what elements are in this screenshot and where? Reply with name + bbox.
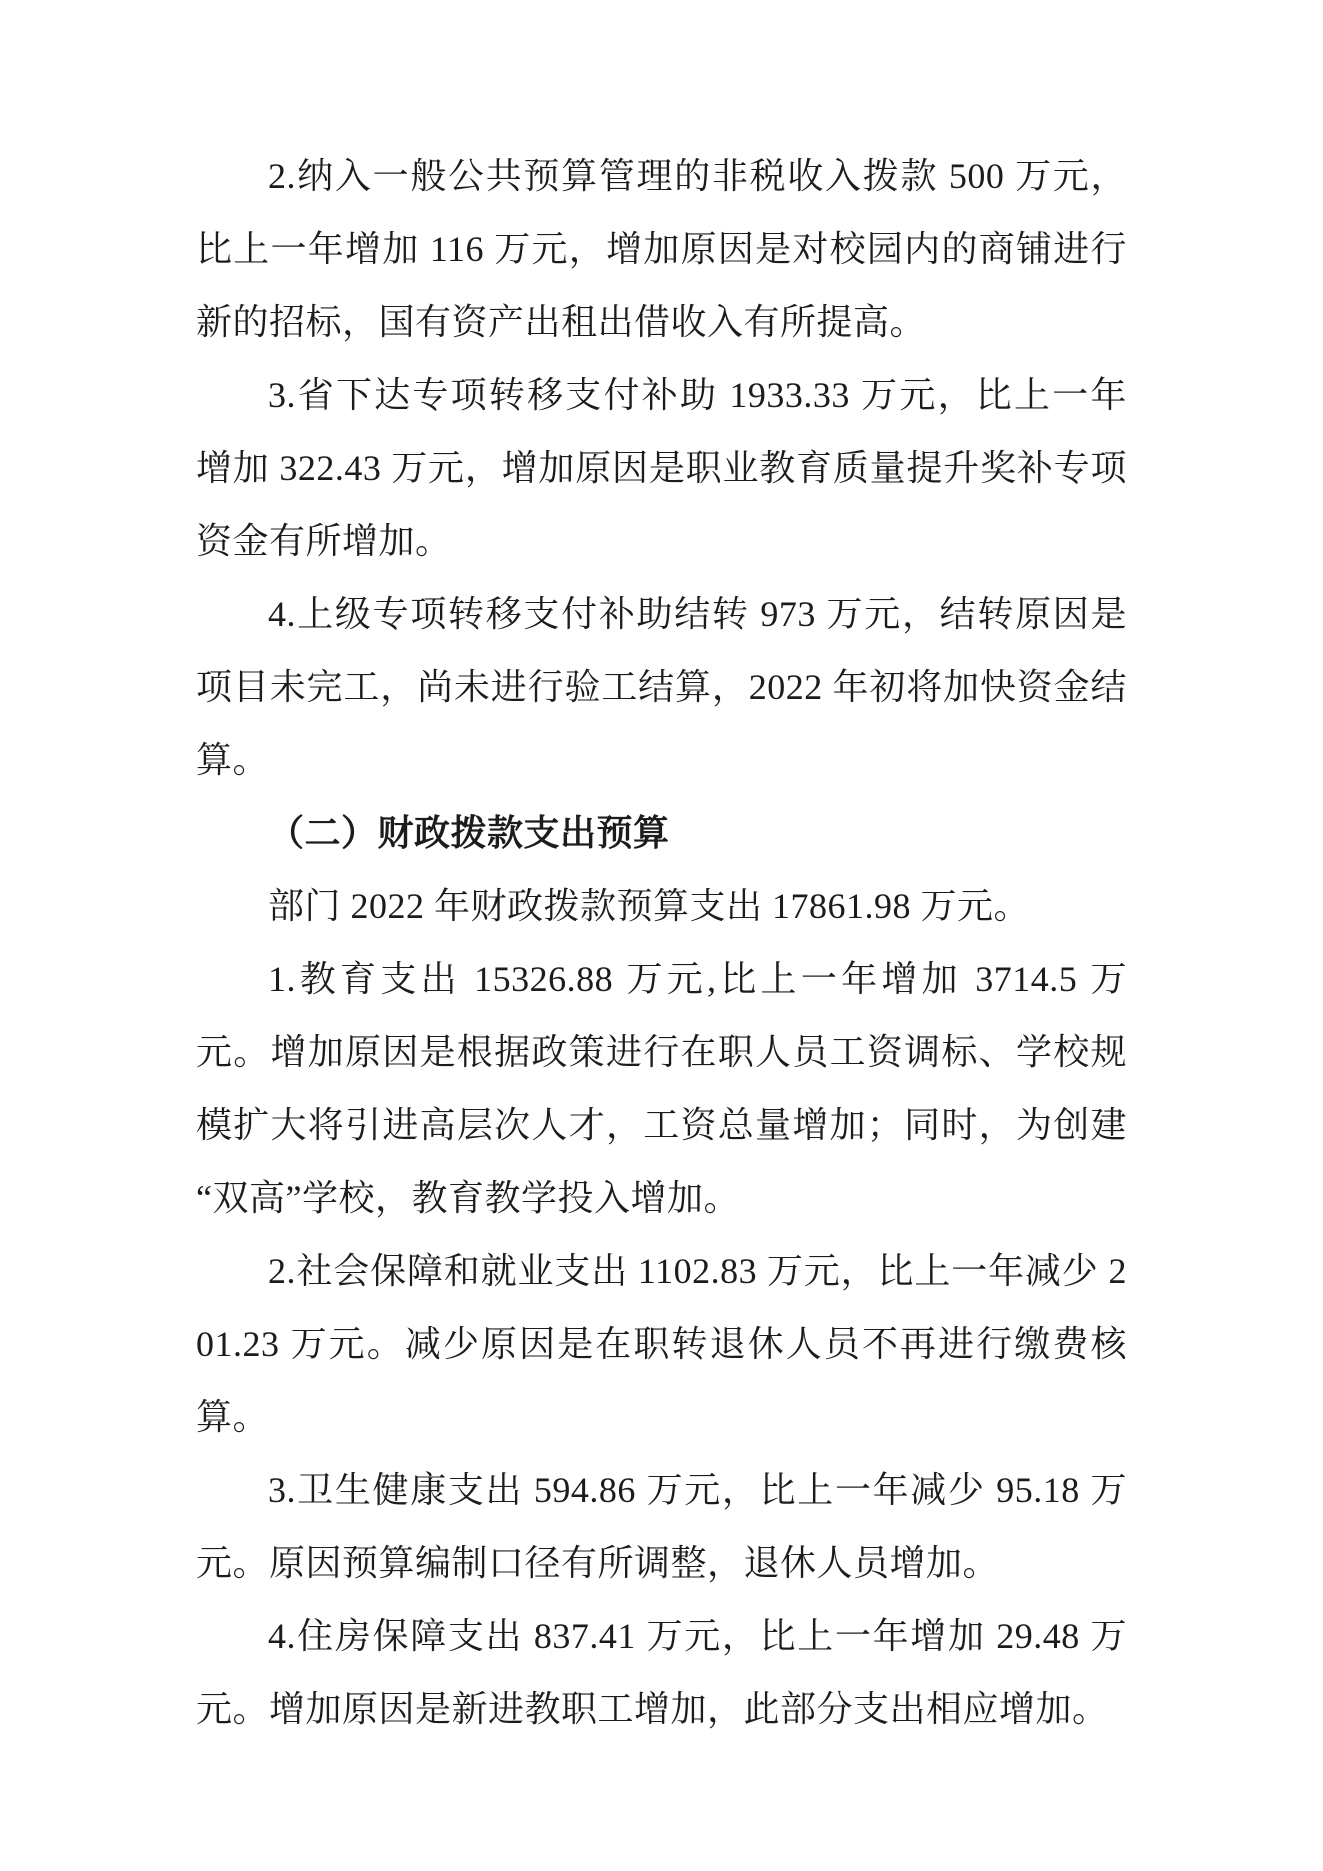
- paragraph-social-security-employment-expenditure: 2.社会保障和就业支出 1102.83 万元，比上一年减少 201.23 万元。减少原因是在职转退休人员不再进行缴费核算。: [196, 1251, 1127, 1437]
- paragraph-total-expenditure-2022: 部门 2022 年财政拨款预算支出 17861.98 万元。: [268, 886, 1031, 926]
- section-heading-fiscal-appropriation-expenditure-budget: （二）财政拨款支出预算: [268, 813, 670, 853]
- document-content: [196, 140, 1127, 1746]
- paragraph-health-expenditure: 3.卫生健康支出 594.86 万元，比上一年减少 95.18 万元。原因预算编制口径有所调整，退休人员增加。: [196, 1470, 1127, 1583]
- paragraph-housing-security-expenditure: 4.住房保障支出 837.41 万元，比上一年增加 29.48 万元。增加原因是新进教职工增加，此部分支出相应增加。: [196, 1616, 1127, 1729]
- paragraph-nontax-revenue-appropriation: 2.纳入一般公共预算管理的非税收入拨款 500 万元，比上一年增加 116 万元，增加原因是对校园内的商铺进行新的招标，国有资产出租出借收入有所提高。: [196, 156, 1127, 342]
- paragraph-provincial-transfer-subsidy: 3.省下达专项转移支付补助 1933.33 万元，比上一年增加 322.43 万元，增加原因是职业教育质量提升奖补专项资金有所增加。: [196, 375, 1127, 561]
- paragraph-superior-transfer-carryover: 4.上级专项转移支付补助结转 973 万元，结转原因是项目未完工，尚未进行验工结算，2022 年初将加快资金结算。: [196, 594, 1127, 780]
- paragraph-education-expenditure: 1.教育支出 15326.88 万元,比上一年增加 3714.5 万元。增加原因是根据政策进行在职人员工资调标、学校规模扩大将引进高层次人才，工资总量增加；同时，为创建“双高”学校，教育教学投入增加。: [196, 959, 1127, 1218]
